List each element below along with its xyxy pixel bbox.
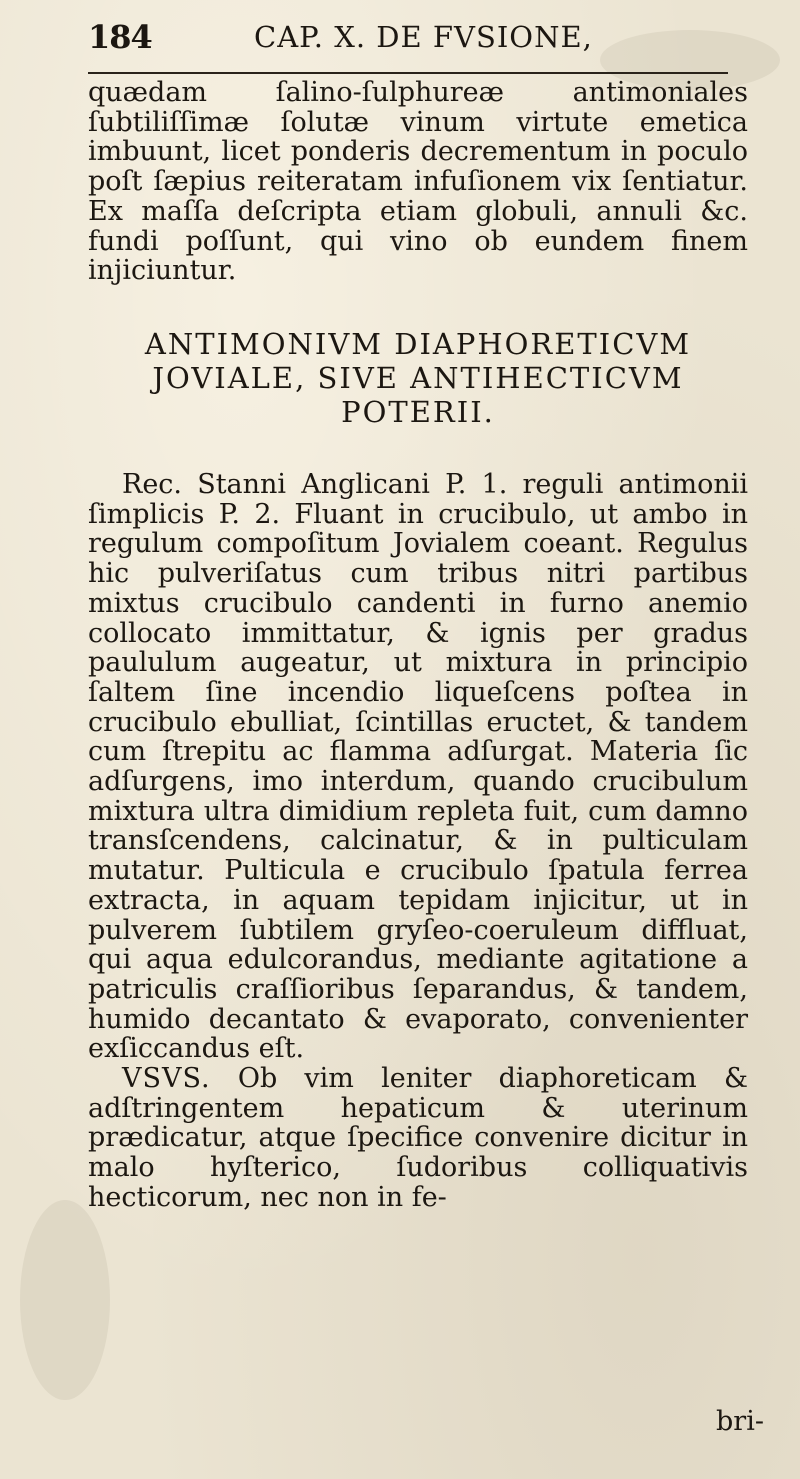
- section-title-line: ANTIMONIVM DIAPHORETICVM: [144, 327, 692, 361]
- page-number: 184: [88, 18, 152, 56]
- text-block-top: [88, 78, 748, 286]
- catchword: bri-: [716, 1406, 764, 1437]
- header-rule: [88, 72, 728, 74]
- recipe-paragraph: Rec. Stanni Anglicani P. 1. reguli antimonii ſimplicis P. 2. Fluant in crucibulo, ut ambo in regulum compoſitum Jovialem coeant. Regulus hic pulveriſatus cum tribus nitri partibus mixtus crucibulo candenti in furno anemio collocato immittatur, & ignis per gradus paululum augeatur, ut mixtura in principio ſaltem ſine incendio liqueſcens poſtea in crucibulo ebulliat, ſcintillas eructet, & tandem cum ſtrepitu ac flamma adſurgat. Materia ſic adſurgens, imo interdum, quando crucibulum mixtura ultra dimidium repleta fuit, cum damno transſcendens, calcinatur, & in pulticulam mutatur. Pulticula e crucibulo ſpatula ferrea extracta, in aquam tepidam injicitur, ut in pulverem ſubtilem gryſeo-coeruleum diffluat, qui aqua edulcorandus, mediante agitatione a patriculis craſſioribus ſeparandus, & tandem, humido decantato & evaporato, convenienter exſiccandus eſt.: [88, 469, 748, 1065]
- paper-stain: [20, 1200, 110, 1400]
- usus-label: VSVS.: [122, 1063, 211, 1095]
- paragraph-continued: quædam ſalino-ſulphureæ antimoniales ſubtiliſſimæ ſolutæ vinum virtute emetica imbuunt, licet ponderis decrementum in poculo poſt ſæpius reiteratam infuſionem vix ſentiatur. Ex maſſa deſcripta etiam globuli, annuli &c. fundi poſſunt, qui vino ob eundem finem injiciuntur.: [88, 77, 748, 287]
- section-title-line: JOVIALE, SIVE ANTIHECTICVM: [152, 361, 684, 395]
- usus-text: Ob vim leniter diaphoreticam & adſtringentem hepaticum & uterinum prædicatur, atque ſpecifice convenire dicitur in malo hyſterico, ſudoribus colliquativis hecticorum, nec non in fe-: [88, 1063, 748, 1213]
- section-title: [88, 327, 748, 429]
- running-title: CAP. X. DE FVSIONE,: [254, 20, 593, 54]
- section-title-line: POTERII.: [341, 395, 495, 429]
- text-block-recipe: [88, 470, 748, 1213]
- usus-paragraph: [88, 1064, 748, 1213]
- page-header: [88, 10, 728, 60]
